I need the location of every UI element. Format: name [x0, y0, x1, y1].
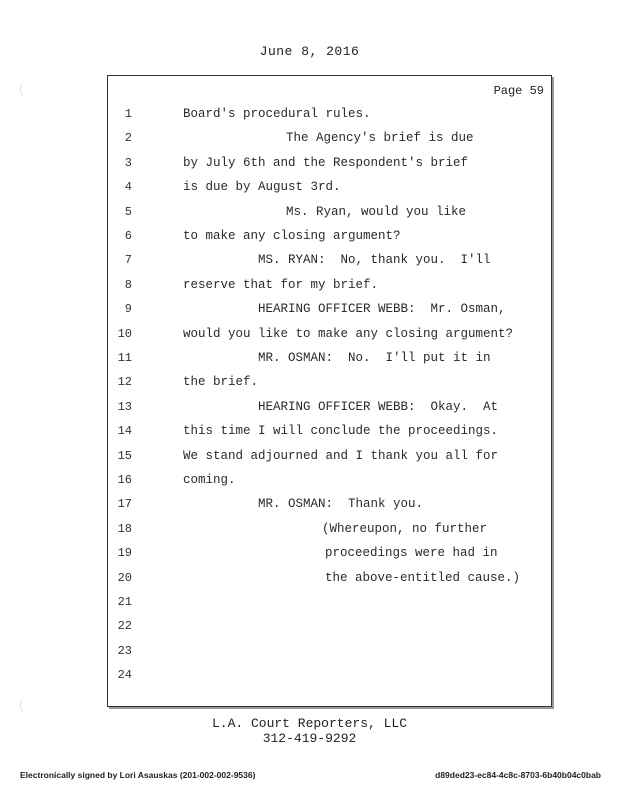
line-number: 23: [117, 643, 132, 658]
line-text: the above-entitled cause.): [325, 570, 521, 585]
line-text: the brief.: [183, 375, 259, 390]
reporter-company: L.A. Court Reporters, LLC: [211, 716, 408, 731]
line-text: (Whereupon, no further: [322, 521, 488, 536]
line-number: 8: [124, 277, 132, 292]
line-number: 2: [124, 131, 132, 146]
line-number: 12: [117, 375, 132, 390]
line-number: 13: [117, 399, 132, 414]
line-number: 24: [117, 668, 132, 683]
line-text: HEARING OFFICER WEBB: Mr. Osman,: [258, 302, 506, 317]
line-text: Ms. Ryan, would you like: [286, 204, 467, 219]
line-text: HEARING OFFICER WEBB: Okay. At: [258, 399, 499, 414]
line-text: is due by August 3rd.: [183, 180, 341, 195]
line-number: 18: [117, 521, 132, 536]
electronic-signature: Electronically signed by Lori Asauskas (201-002-002-9536): [20, 770, 256, 780]
line-number: 4: [124, 180, 132, 195]
line-number: 6: [124, 229, 132, 243]
line-text: MR. OSMAN: No. I'll put it in: [258, 351, 491, 365]
line-text: MS. RYAN: No, thank you. I'll: [258, 253, 491, 268]
line-number: 9: [124, 302, 132, 317]
line-number: 3: [124, 155, 132, 170]
line-number: 20: [117, 570, 132, 585]
binder-hole-mark-top: [20, 78, 43, 100]
line-number: 19: [117, 546, 132, 561]
line-number: 14: [117, 424, 132, 439]
line-number: 7: [124, 253, 132, 268]
line-text: The Agency's brief is due: [286, 131, 474, 146]
page-number: Page 59: [493, 84, 544, 98]
line-number: 10: [117, 326, 132, 341]
line-text: would you like to make any closing argument?: [183, 326, 514, 341]
line-number: 22: [117, 619, 132, 634]
line-text: this time I will conclude the proceedings.: [183, 424, 499, 439]
line-text: Board's procedural rules.: [183, 107, 371, 121]
line-text: by July 6th and the Respondent's brief: [183, 155, 469, 170]
binder-hole-mark-bottom: [20, 694, 43, 716]
line-number: 11: [117, 351, 132, 365]
transcript-date: June 8, 2016: [259, 44, 360, 59]
line-text: MR. OSMAN: Thank you.: [258, 497, 424, 512]
line-text: reserve that for my brief.: [183, 277, 379, 292]
line-number: 5: [124, 204, 132, 219]
line-number: 15: [117, 448, 132, 463]
line-number: 21: [117, 595, 132, 609]
line-number: 1: [124, 107, 132, 121]
line-number: 16: [117, 473, 132, 487]
line-text: coming.: [183, 473, 236, 487]
transcript-page-frame: [107, 75, 552, 707]
line-text: proceedings were had in: [325, 546, 498, 561]
document-hash: d89ded23-ec84-4c8c-8703-6b40b04c0bab: [435, 770, 601, 780]
line-text: We stand adjourned and I thank you all for: [183, 448, 499, 463]
line-number: 17: [117, 497, 132, 512]
reporter-phone: 312-419-9292: [262, 731, 357, 746]
line-text: to make any closing argument?: [183, 229, 401, 243]
